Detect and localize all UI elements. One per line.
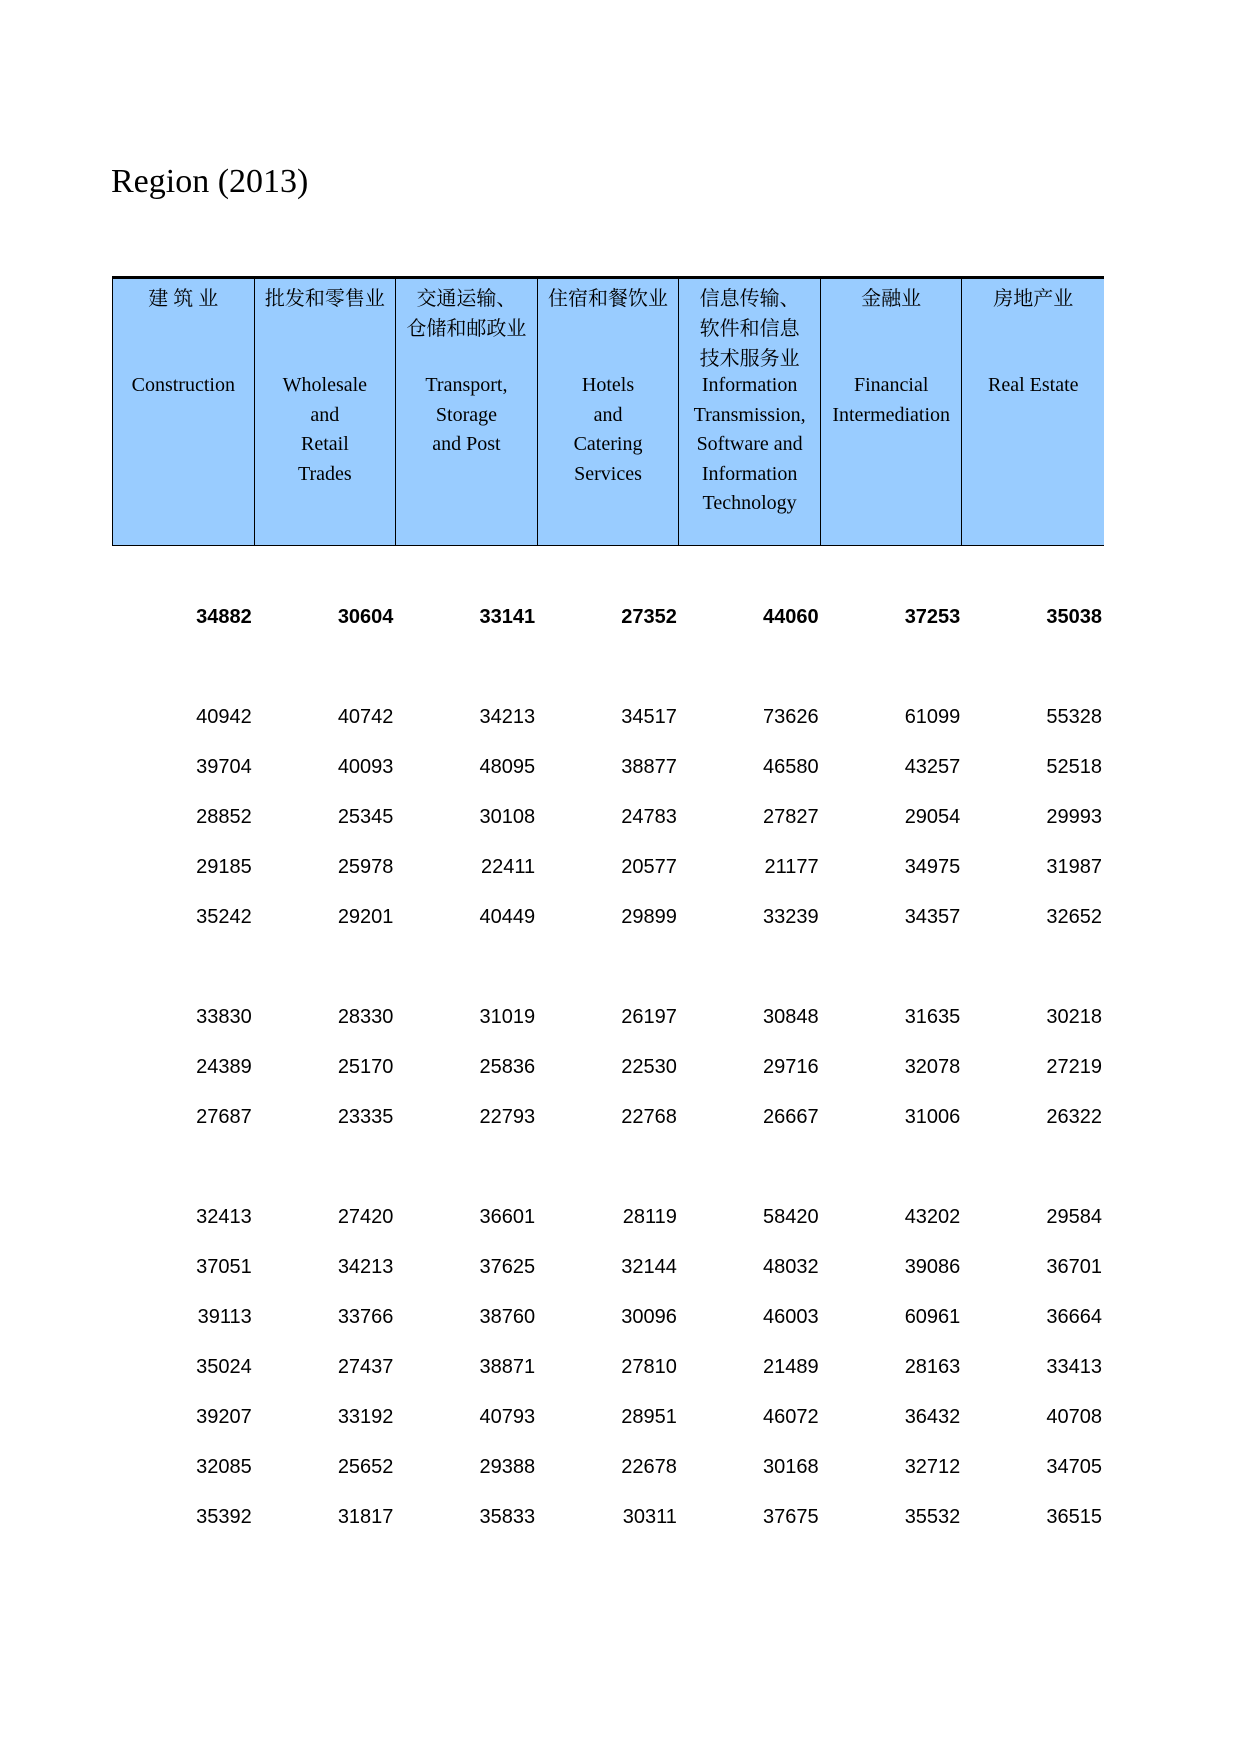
table-cell: 32712 xyxy=(904,1456,961,1478)
table-row xyxy=(112,706,1104,729)
table-row xyxy=(112,906,1104,929)
table-row xyxy=(112,1306,1104,1329)
table-cell: 27687 xyxy=(196,1106,252,1128)
table-cell: 40793 xyxy=(479,1406,536,1428)
column-header-cn: 金融业 xyxy=(861,288,922,310)
table-cell: 61099 xyxy=(904,706,961,728)
table-cell: 39704 xyxy=(196,756,252,778)
table-cell: 34213 xyxy=(337,1256,394,1278)
table-cell: 29584 xyxy=(1046,1206,1103,1228)
table-cell: 30604 xyxy=(337,606,394,628)
table-cell: 22678 xyxy=(621,1456,677,1478)
table-cell: 22793 xyxy=(479,1106,536,1128)
table-row xyxy=(112,1056,1104,1079)
table-cell: 29185 xyxy=(196,856,252,878)
table-cell: 31817 xyxy=(337,1506,394,1528)
table-cell: 20577 xyxy=(621,856,677,878)
table-cell: 33766 xyxy=(337,1306,394,1328)
table-cell: 30311 xyxy=(622,1506,677,1528)
column-header-en: Real Estate xyxy=(987,374,1079,396)
table-cell: 36664 xyxy=(1046,1306,1103,1328)
table-cell: 28163 xyxy=(904,1356,961,1378)
table-cell: 36601 xyxy=(479,1206,536,1228)
table-cell: 28852 xyxy=(196,806,252,828)
table-cell: 32078 xyxy=(904,1056,961,1078)
table-cell: 27219 xyxy=(1046,1056,1103,1078)
table-cell: 32652 xyxy=(1046,906,1103,928)
table-cell: 35532 xyxy=(904,1506,961,1528)
column-header-cn: 批发和零售业 xyxy=(264,288,385,310)
table-cell: 35833 xyxy=(479,1506,536,1528)
table-cell: 27352 xyxy=(621,606,677,628)
table-cell: 48032 xyxy=(762,1256,819,1278)
table-cell: 33413 xyxy=(1046,1356,1103,1378)
table-cell: 23335 xyxy=(337,1106,394,1128)
table-cell: 29201 xyxy=(337,906,394,928)
column-header-cn: 房地产业 xyxy=(993,288,1074,310)
table-cell: 35024 xyxy=(196,1356,252,1378)
table-cell: 36701 xyxy=(1046,1256,1103,1278)
table-cell: 26667 xyxy=(762,1106,819,1128)
table-cell: 39207 xyxy=(196,1406,252,1428)
column-header-information xyxy=(679,279,821,545)
column-header-en: Hotels and Catering Services xyxy=(573,374,643,485)
table-cell: 32085 xyxy=(196,1456,252,1478)
table-cell: 33830 xyxy=(196,1006,252,1028)
table-cell: 40093 xyxy=(337,756,394,778)
table-cell: 29388 xyxy=(479,1456,536,1478)
table-cell: 33141 xyxy=(479,606,536,628)
table-cell: 48095 xyxy=(479,756,536,778)
table-cell: 25652 xyxy=(337,1456,394,1478)
table-header xyxy=(112,276,1104,546)
table-cell: 36515 xyxy=(1046,1506,1103,1528)
table-cell: 27827 xyxy=(762,806,819,828)
table-cell: 58420 xyxy=(762,1206,819,1228)
column-header-cn: 住宿和餐饮业 xyxy=(548,288,669,310)
table-cell: 30108 xyxy=(479,806,536,828)
table-cell: 46003 xyxy=(762,1306,819,1328)
table-row-total xyxy=(112,606,1104,629)
table-row xyxy=(112,1506,1104,1529)
table-cell: 22530 xyxy=(621,1056,677,1078)
table-cell: 30168 xyxy=(762,1456,819,1478)
table-cell: 25170 xyxy=(337,1056,394,1078)
table-cell: 31019 xyxy=(479,1006,536,1028)
table-cell: 39086 xyxy=(904,1256,961,1278)
table-cell: 34882 xyxy=(196,606,252,628)
table-cell: 39113 xyxy=(197,1306,252,1328)
table-cell: 29054 xyxy=(904,806,961,828)
table-cell: 22411 xyxy=(481,856,536,878)
table-cell: 29993 xyxy=(1046,806,1103,828)
column-header-construction xyxy=(113,279,255,545)
table-cell: 30218 xyxy=(1046,1006,1103,1028)
table-cell: 46580 xyxy=(762,756,819,778)
table-cell: 34705 xyxy=(1046,1456,1103,1478)
table-cell: 28330 xyxy=(337,1006,394,1028)
table-cell: 25978 xyxy=(337,856,394,878)
table-cell: 38877 xyxy=(621,756,677,778)
table-cell: 34357 xyxy=(904,906,961,928)
table-cell: 27420 xyxy=(337,1206,394,1228)
table-row xyxy=(112,1406,1104,1429)
column-header-cn: 信息传输、 软件和信息 技术服务业 xyxy=(699,288,800,370)
table-cell: 34517 xyxy=(621,706,677,728)
table-cell: 37675 xyxy=(762,1506,819,1528)
column-header-wholesale xyxy=(255,279,397,545)
table-cell: 26197 xyxy=(621,1006,677,1028)
table-cell: 31006 xyxy=(904,1106,961,1128)
table-row xyxy=(112,1106,1104,1129)
table-cell: 43202 xyxy=(904,1206,961,1228)
table-cell: 55328 xyxy=(1046,706,1103,728)
table-row xyxy=(112,1456,1104,1479)
table-cell: 35038 xyxy=(1046,606,1103,628)
table-cell: 32413 xyxy=(196,1206,252,1228)
table-row xyxy=(112,856,1104,879)
table-cell: 28951 xyxy=(621,1406,677,1428)
table-cell: 33192 xyxy=(337,1406,394,1428)
table-cell: 36432 xyxy=(904,1406,961,1428)
column-header-transport xyxy=(396,279,538,545)
column-header-en: Transport, Storage and Post xyxy=(425,374,508,455)
table-cell: 27810 xyxy=(621,1356,677,1378)
table-cell: 73626 xyxy=(762,706,819,728)
table-cell: 37253 xyxy=(904,606,961,628)
table-cell: 34975 xyxy=(904,856,961,878)
table-cell: 38871 xyxy=(479,1356,536,1378)
column-header-en: Financial Intermediation xyxy=(832,374,951,426)
table-cell: 40449 xyxy=(479,906,536,928)
table-cell: 33239 xyxy=(762,906,819,928)
table-cell: 31987 xyxy=(1046,856,1103,878)
table-cell: 40942 xyxy=(196,706,252,728)
table-cell: 60961 xyxy=(904,1306,961,1328)
table-cell: 40708 xyxy=(1046,1406,1103,1428)
table-row xyxy=(112,1006,1104,1029)
column-header-en: Information Transmission, Software and Information Technology xyxy=(693,374,806,514)
table-cell: 21489 xyxy=(762,1356,819,1378)
table-cell: 22768 xyxy=(621,1106,677,1128)
table-cell: 44060 xyxy=(762,606,819,628)
table-cell: 24389 xyxy=(196,1056,252,1078)
table-cell: 31635 xyxy=(904,1006,961,1028)
table-cell: 30848 xyxy=(762,1006,819,1028)
table-cell: 38760 xyxy=(479,1306,536,1328)
table-cell: 28119 xyxy=(622,1206,677,1228)
table-cell: 29899 xyxy=(621,906,677,928)
table-cell: 27437 xyxy=(337,1356,394,1378)
table-cell: 29716 xyxy=(762,1056,819,1078)
column-header-real-estate xyxy=(962,279,1104,545)
table-cell: 40742 xyxy=(337,706,394,728)
table-row xyxy=(112,1206,1104,1229)
table-row xyxy=(112,1356,1104,1379)
table-row xyxy=(112,806,1104,829)
table-cell: 25836 xyxy=(479,1056,536,1078)
table-row xyxy=(112,1256,1104,1279)
column-header-en: Wholesale and Retail Trades xyxy=(282,374,368,485)
table-cell: 35392 xyxy=(196,1506,252,1528)
table-cell: 37051 xyxy=(196,1256,252,1278)
table-cell: 21177 xyxy=(764,856,819,878)
table-cell: 43257 xyxy=(904,756,961,778)
table-cell: 34213 xyxy=(479,706,536,728)
table-cell: 30096 xyxy=(621,1306,677,1328)
table-cell: 37625 xyxy=(479,1256,536,1278)
table-cell: 35242 xyxy=(196,906,252,928)
table-cell: 46072 xyxy=(762,1406,819,1428)
table-cell: 32144 xyxy=(621,1256,677,1278)
table-cell: 24783 xyxy=(621,806,677,828)
page-title: Region (2013) xyxy=(111,163,309,200)
column-header-financial xyxy=(821,279,963,545)
column-header-hotels xyxy=(538,279,680,545)
column-header-cn: 交通运输、 仓储和邮政业 xyxy=(406,288,527,340)
column-header-en: Construction xyxy=(131,374,235,396)
column-header-cn: 建 筑 业 xyxy=(148,288,219,310)
table-row xyxy=(112,756,1104,779)
table-cell: 26322 xyxy=(1046,1106,1103,1128)
table-cell: 25345 xyxy=(337,806,394,828)
table-cell: 52518 xyxy=(1046,756,1103,778)
